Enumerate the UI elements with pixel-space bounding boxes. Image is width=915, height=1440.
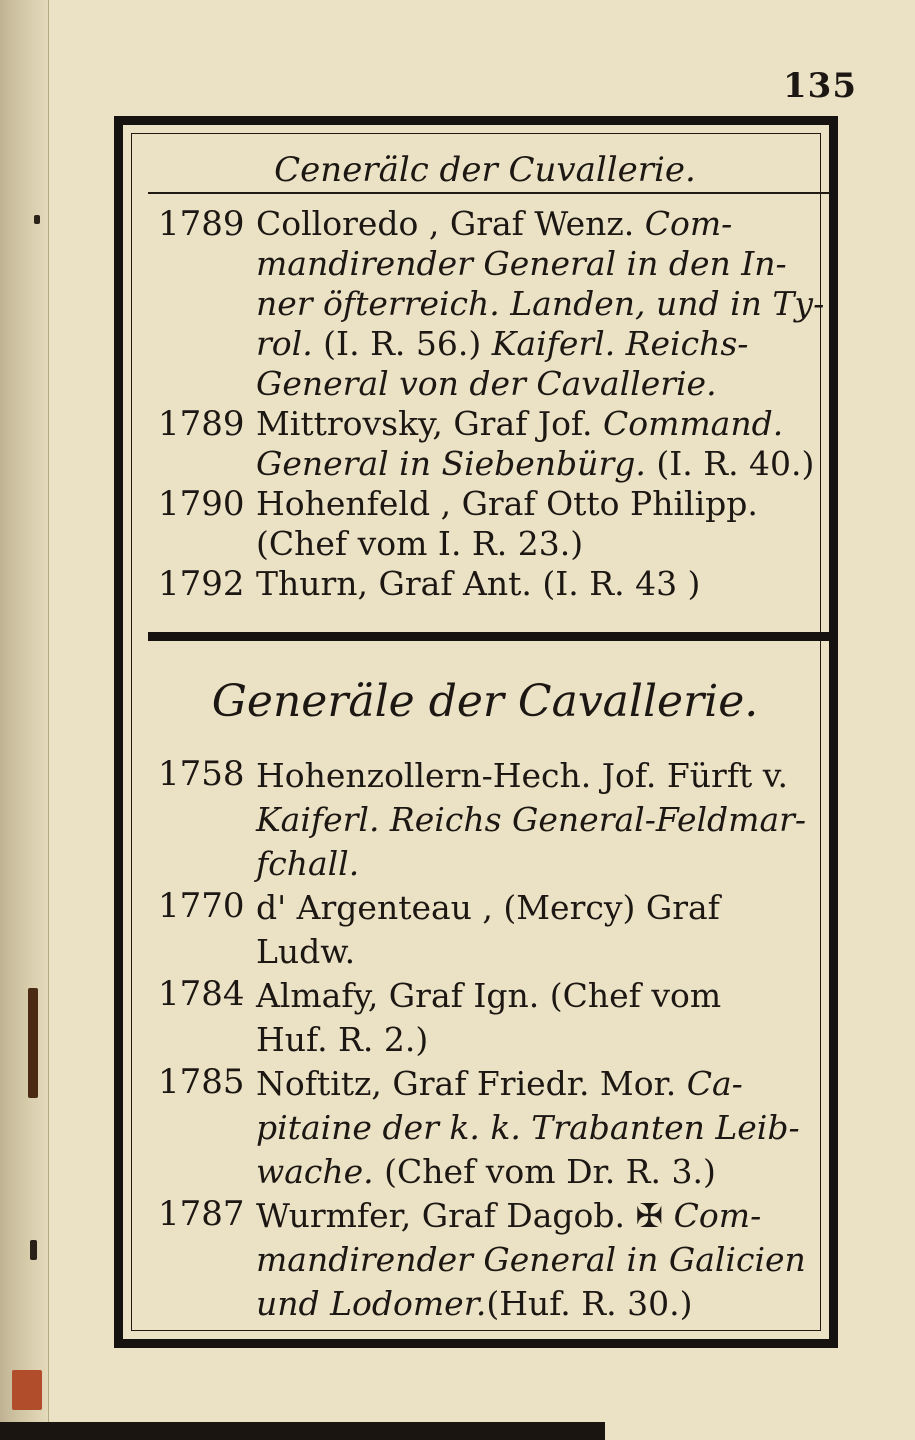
line-plain: Ludw. <box>256 932 356 971</box>
entry-line <box>256 930 834 974</box>
entry <box>158 1062 834 1194</box>
line-plain: d' Argenteau , (Mercy) Graf <box>256 888 720 927</box>
entry-year: 1792 <box>158 564 245 604</box>
entry <box>158 404 834 484</box>
line-italic: Com- <box>644 204 733 243</box>
section-divider <box>148 632 830 641</box>
entry-line <box>256 798 834 842</box>
line-plain: Thurn, Graf Ant. (I. R. 43 ) <box>256 564 701 603</box>
entry-year: 1787 <box>158 1194 245 1234</box>
entry <box>158 564 834 604</box>
line-italic: mandirender General in Galicien <box>256 1240 806 1279</box>
line-italic: wache. <box>256 1152 374 1191</box>
entry <box>158 204 834 404</box>
line-plain: Wurmfer, Graf Dagob. ✠ <box>256 1196 674 1235</box>
line-italic: Kaiferl. Reichs General-Feldmar- <box>256 800 807 839</box>
line-italic: und Lodomer. <box>256 1284 487 1323</box>
entry-line <box>256 364 834 404</box>
line-tail: (I. R. 40.) <box>645 444 815 483</box>
line-plain: Colloredo , Graf Wenz. <box>256 204 645 243</box>
line-italic: General von der Cavallerie. <box>256 364 717 403</box>
entry-year: 1789 <box>158 204 245 244</box>
entry-year: 1784 <box>158 974 245 1014</box>
line-italic: Com- <box>673 1196 762 1235</box>
section-two-entries <box>158 754 834 1326</box>
line-plain: Almafy, Graf Ign. (Chef vom <box>256 976 722 1015</box>
line-italic: fchall. <box>256 844 360 883</box>
line-tail: (Chef vom Dr. R. 3.) <box>373 1152 716 1191</box>
section-two-title: Generäle der Cavallerie. <box>211 676 759 727</box>
entry-line <box>256 564 834 604</box>
entry <box>158 1194 834 1326</box>
scan-edge <box>0 1422 605 1440</box>
entry-line <box>256 1282 834 1326</box>
entry-year: 1790 <box>158 484 245 524</box>
line-plain: Hohenzollern-Hech. Jof. Fürft v. <box>256 756 788 795</box>
line-italic: mandirender General in den In- <box>256 244 787 283</box>
entry-line <box>256 754 834 798</box>
entry-line <box>256 886 834 930</box>
entry-year: 1785 <box>158 1062 245 1102</box>
entry-line <box>256 1106 834 1150</box>
page-gutter <box>0 0 49 1440</box>
ink-mark <box>34 215 40 224</box>
entry-line <box>256 524 834 564</box>
entry-line <box>256 324 834 364</box>
entry-line <box>256 842 834 886</box>
entry-line <box>256 484 834 524</box>
entry-line <box>256 1062 834 1106</box>
entry-line <box>256 1238 834 1282</box>
entry-year: 1789 <box>158 404 245 444</box>
line-plain: (Chef vom I. R. 23.) <box>256 524 584 563</box>
ink-mark <box>12 1370 42 1410</box>
ink-mark <box>28 988 38 1098</box>
line-italic2: Kaiferl. Reichs- <box>491 324 749 363</box>
line-plain: Huf. R. 2.) <box>256 1020 429 1059</box>
entry <box>158 886 834 974</box>
page-number: 135 <box>783 66 857 106</box>
entry <box>158 484 834 564</box>
line-italic: pitaine der k. k. Trabanten Leib- <box>256 1108 800 1147</box>
entry-year: 1770 <box>158 886 245 926</box>
entry-line <box>256 1194 834 1238</box>
section-one-title: Cenerälc der Cuvallerie. <box>274 150 696 190</box>
line-italic: Command. <box>602 404 784 443</box>
line-tail: (Huf. R. 30.) <box>486 1284 693 1323</box>
entry-line <box>256 284 834 324</box>
line-plain: Hohenfeld , Graf Otto Philipp. <box>256 484 758 523</box>
line-italic: General in Siebenbürg. <box>256 444 646 483</box>
line-tail: (I. R. 56.) <box>312 324 492 363</box>
line-italic: Ca- <box>686 1064 743 1103</box>
entry-line <box>256 244 834 284</box>
ink-mark <box>30 1240 37 1260</box>
entry <box>158 754 834 886</box>
entry-line <box>256 974 834 1018</box>
entry-line <box>256 1018 834 1062</box>
line-italic: rol. <box>256 324 313 363</box>
entry <box>158 974 834 1062</box>
entry-line <box>256 204 834 244</box>
title-rule <box>148 192 830 194</box>
line-plain: Mittrovsky, Graf Jof. <box>256 404 603 443</box>
section-one-entries <box>158 204 834 604</box>
line-plain: Noftitz, Graf Friedr. Mor. <box>256 1064 687 1103</box>
entry-line <box>256 404 834 444</box>
entry-year: 1758 <box>158 754 245 794</box>
line-italic: ner öfterreich. Landen, und in Ty- <box>256 284 825 323</box>
entry-line <box>256 1150 834 1194</box>
entry-line <box>256 444 834 484</box>
